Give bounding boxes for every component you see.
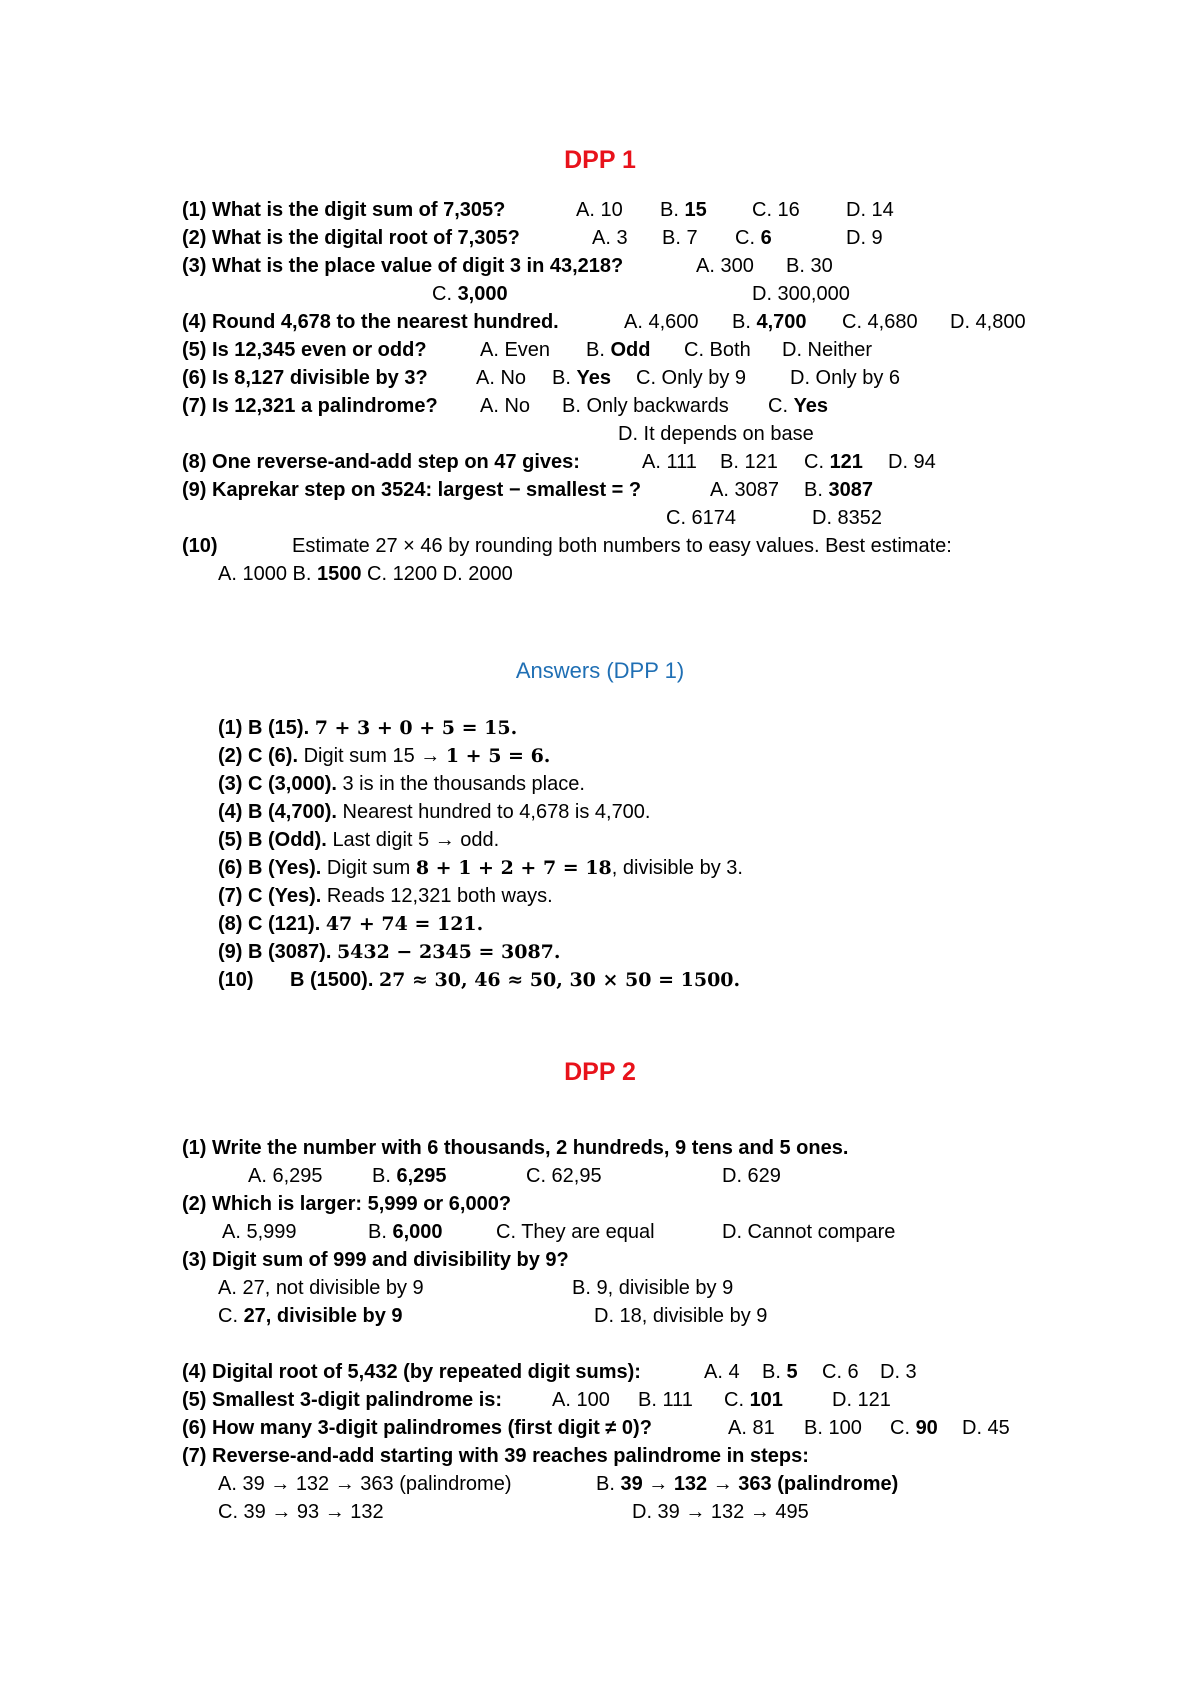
option-d: D. 629 <box>722 1165 781 1187</box>
dpp2-question-7 <box>182 1442 809 1470</box>
option-b: B. 15 <box>660 199 707 221</box>
question-number: (2) <box>182 1193 207 1215</box>
option-c: C. Only by 9 <box>636 367 747 389</box>
answers-title: Answers (DPP 1) <box>515 658 685 683</box>
option-b: B. 9, divisible by 9 <box>572 1277 734 1299</box>
option-c: C. 3,000 <box>432 283 508 305</box>
option-b: B. 3087 <box>804 479 873 501</box>
answer-2 <box>218 742 550 770</box>
option-c: C. Both <box>684 339 751 361</box>
option-b: B. 1500 <box>292 563 362 585</box>
option-d: D. It depends on base <box>618 423 814 445</box>
option-a: A. No <box>480 395 531 417</box>
option-c: C. 62,95 <box>526 1165 602 1187</box>
question-text: Digit sum of 999 and divisibility by 9? <box>212 1249 569 1271</box>
option-a: A. 10 <box>576 199 623 221</box>
answer-9 <box>218 938 561 966</box>
option-c: C. 4,680 <box>842 311 918 333</box>
dpp1-question-8 <box>182 448 936 476</box>
question-number: (3) <box>182 1249 207 1271</box>
option-b: B. 6,000 <box>368 1221 443 1243</box>
option-b: B. Odd <box>586 339 651 361</box>
dpp2-question-2 <box>182 1190 511 1218</box>
answer-label: (6) B (Yes). <box>218 857 322 879</box>
answer-8 <box>218 910 483 938</box>
option-d: D. 94 <box>888 451 936 473</box>
question-text: Digital root of 5,432 (by repeated digit sums): <box>212 1361 641 1383</box>
question-number: (6) <box>182 367 207 389</box>
answer-text: Reads 12,321 both ways. <box>326 885 553 907</box>
option-d: D. 300,000 <box>752 283 850 305</box>
option-d: D. 8352 <box>812 507 883 529</box>
answer-label: (8) C (121). <box>218 913 321 935</box>
question-text: Is 12,321 a palindrome? <box>212 395 438 417</box>
option-c: C. 6 <box>735 227 772 249</box>
option-a: A. 4 <box>704 1361 740 1383</box>
option-c: C. 1200 <box>367 563 438 585</box>
question-number: (7) <box>182 395 207 417</box>
dpp1-question-7 <box>182 392 829 420</box>
question-number: (1) <box>182 199 207 221</box>
answer-math: 5432 − 2345 = 3087. <box>336 941 561 963</box>
question-text: What is the place value of digit 3 in 43,218? <box>212 255 624 277</box>
question-number: (4) <box>182 1361 207 1383</box>
option-d: D. 9 <box>846 227 883 249</box>
question-text: Which is larger: 5,999 or 6,000? <box>212 1193 512 1215</box>
option-a: A. 111 <box>642 451 697 473</box>
dpp2-question-4 <box>182 1358 917 1386</box>
option-b: B. Only backwards <box>562 395 729 417</box>
option-d: D. Cannot compare <box>722 1221 896 1243</box>
option-d: D. 4,800 <box>950 311 1026 333</box>
dpp1-question-1 <box>182 196 894 224</box>
answer-text-2: , divisible by 3. <box>611 857 743 879</box>
dpp1-question-3 <box>182 252 833 280</box>
answer-7 <box>218 882 553 910</box>
dpp1-question-10-options <box>218 560 513 588</box>
option-d: D. 2000 <box>442 563 513 585</box>
option-a: A. 3 <box>592 227 628 249</box>
option-b: B. 7 <box>662 227 698 249</box>
option-d: D. 14 <box>846 199 894 221</box>
option-a: A. 39 → 132 → 363 (palindrome) <box>218 1473 512 1495</box>
option-b: B. 5 <box>762 1361 798 1383</box>
option-d: D. Only by 6 <box>790 367 901 389</box>
option-b: B. 30 <box>786 255 833 277</box>
option-b: B. 39 → 132 → 363 (palindrome) <box>596 1473 899 1495</box>
option-d: D. 18, divisible by 9 <box>594 1305 768 1327</box>
answer-text: Last digit 5 → odd. <box>332 829 500 851</box>
answer-3 <box>218 770 585 798</box>
option-a: A. Even <box>480 339 551 361</box>
answer-math: 1 + 5 = 6. <box>445 745 551 767</box>
option-c: C. They are equal <box>496 1221 655 1243</box>
answer-number: (10) <box>218 969 254 991</box>
answer-text: Digit sum <box>326 857 411 879</box>
question-number: (4) <box>182 311 207 333</box>
option-a: A. 27, not divisible by 9 <box>218 1277 424 1299</box>
answer-4 <box>218 798 651 826</box>
answer-body: B (1500). 27 ≈ 30, 46 ≈ 50, 30 × 50 = 1500. <box>290 969 741 991</box>
option-c: C. 121 <box>804 451 863 473</box>
question-number: (8) <box>182 451 207 473</box>
option-d: D. 39 → 132 → 495 <box>632 1501 809 1523</box>
dpp1-title: DPP 1 <box>564 146 636 174</box>
option-c: C. 101 <box>724 1389 783 1411</box>
answer-label: (7) C (Yes). <box>218 885 322 907</box>
option-a: A. 300 <box>696 255 754 277</box>
option-b: B. 4,700 <box>732 311 807 333</box>
option-a: A. No <box>476 367 527 389</box>
question-text: How many 3-digit palindromes (first digit ≠ 0)? <box>212 1417 652 1439</box>
answer-math: 8 + 1 + 2 + 7 = 18 <box>415 857 612 879</box>
question-text: What is the digit sum of 7,305? <box>212 199 506 221</box>
question-number: (5) <box>182 1389 207 1411</box>
question-text: Smallest 3-digit palindrome is: <box>212 1389 503 1411</box>
option-a: A. 4,600 <box>624 311 699 333</box>
dpp2-question-6 <box>182 1414 1010 1442</box>
answer-label: (5) B (Odd). <box>218 829 327 851</box>
answer-text: Nearest hundred to 4,678 is 4,700. <box>342 801 651 823</box>
question-number: (1) <box>182 1137 207 1159</box>
question-text: Is 12,345 even or odd? <box>212 339 427 361</box>
option-a: A. 81 <box>728 1417 775 1439</box>
option-a: A. 1000 <box>218 563 287 585</box>
question-number: (9) <box>182 479 207 501</box>
answer-text: Digit sum 15 → <box>303 745 441 767</box>
option-d: D. 121 <box>832 1389 891 1411</box>
option-b: B. Yes <box>552 367 611 389</box>
option-d: D. 3 <box>880 1361 917 1383</box>
answer-label: (3) C (3,000). <box>218 773 337 795</box>
question-number: (6) <box>182 1417 207 1439</box>
option-b: B. 121 <box>720 451 778 473</box>
option-c: C. 90 <box>890 1417 938 1439</box>
option-b: B. 100 <box>804 1417 862 1439</box>
dpp2-question-3 <box>182 1246 569 1274</box>
option-a: A. 100 <box>552 1389 610 1411</box>
dpp2-question-5 <box>182 1386 891 1414</box>
question-number: (7) <box>182 1445 207 1467</box>
question-text: Kaprekar step on 3524: largest − smallest = ? <box>212 479 642 501</box>
dpp2-title: DPP 2 <box>564 1058 636 1086</box>
answer-math: 7 + 3 + 0 + 5 = 15. <box>314 717 518 739</box>
dpp1-question-5 <box>182 336 873 364</box>
answer-text: 3 is in the thousands place. <box>342 773 585 795</box>
dpp1-question-2 <box>182 224 883 252</box>
question-number: (5) <box>182 339 207 361</box>
dpp1-question-10 <box>182 532 952 560</box>
option-c: C. 39 → 93 → 132 <box>218 1501 384 1523</box>
question-text: What is the digital root of 7,305? <box>212 227 520 249</box>
question-number: (2) <box>182 227 207 249</box>
answer-10 <box>218 966 741 994</box>
answer-6 <box>218 854 743 882</box>
answer-math: 47 + 74 = 121. <box>325 913 484 935</box>
dpp1-question-6 <box>182 364 901 392</box>
option-c: C. 6 <box>822 1361 859 1383</box>
answer-label: (1) B (15). <box>218 717 310 739</box>
question-text: One reverse-and-add step on 47 gives: <box>212 451 580 473</box>
dpp1-question-4 <box>182 308 1026 336</box>
answer-1 <box>218 714 517 742</box>
option-a: A. 6,295 <box>248 1165 323 1187</box>
answer-label: (4) B (4,700). <box>218 801 337 823</box>
option-b: B. 111 <box>638 1389 693 1411</box>
option-d: D. 45 <box>962 1417 1010 1439</box>
question-text: Round 4,678 to the nearest hundred. <box>212 311 559 333</box>
option-a: A. 3087 <box>710 479 779 501</box>
question-text: Is 8,127 divisible by 3? <box>212 367 428 389</box>
answer-label: (2) C (6). <box>218 745 298 767</box>
question-number: (10) <box>182 535 218 557</box>
option-d: D. Neither <box>782 339 873 361</box>
option-c: C. Yes <box>768 395 829 417</box>
answer-5 <box>218 826 499 854</box>
question-text: Estimate 27 × 46 by rounding both numbers to easy values. Best estimate: <box>292 535 952 557</box>
answer-label: (9) B (3087). <box>218 941 332 963</box>
option-b: B. 6,295 <box>372 1165 447 1187</box>
option-c: C. 6174 <box>666 507 737 529</box>
dpp2-question-1 <box>182 1134 848 1162</box>
option-c: C. 16 <box>752 199 800 221</box>
dpp1-question-9 <box>182 476 873 504</box>
option-c: C. 27, divisible by 9 <box>218 1305 403 1327</box>
option-a: A. 5,999 <box>222 1221 297 1243</box>
question-number: (3) <box>182 255 207 277</box>
question-text: Write the number with 6 thousands, 2 hundreds, 9 tens and 5 ones. <box>212 1137 849 1159</box>
question-text: Reverse-and-add starting with 39 reaches palindrome in steps: <box>212 1445 809 1467</box>
